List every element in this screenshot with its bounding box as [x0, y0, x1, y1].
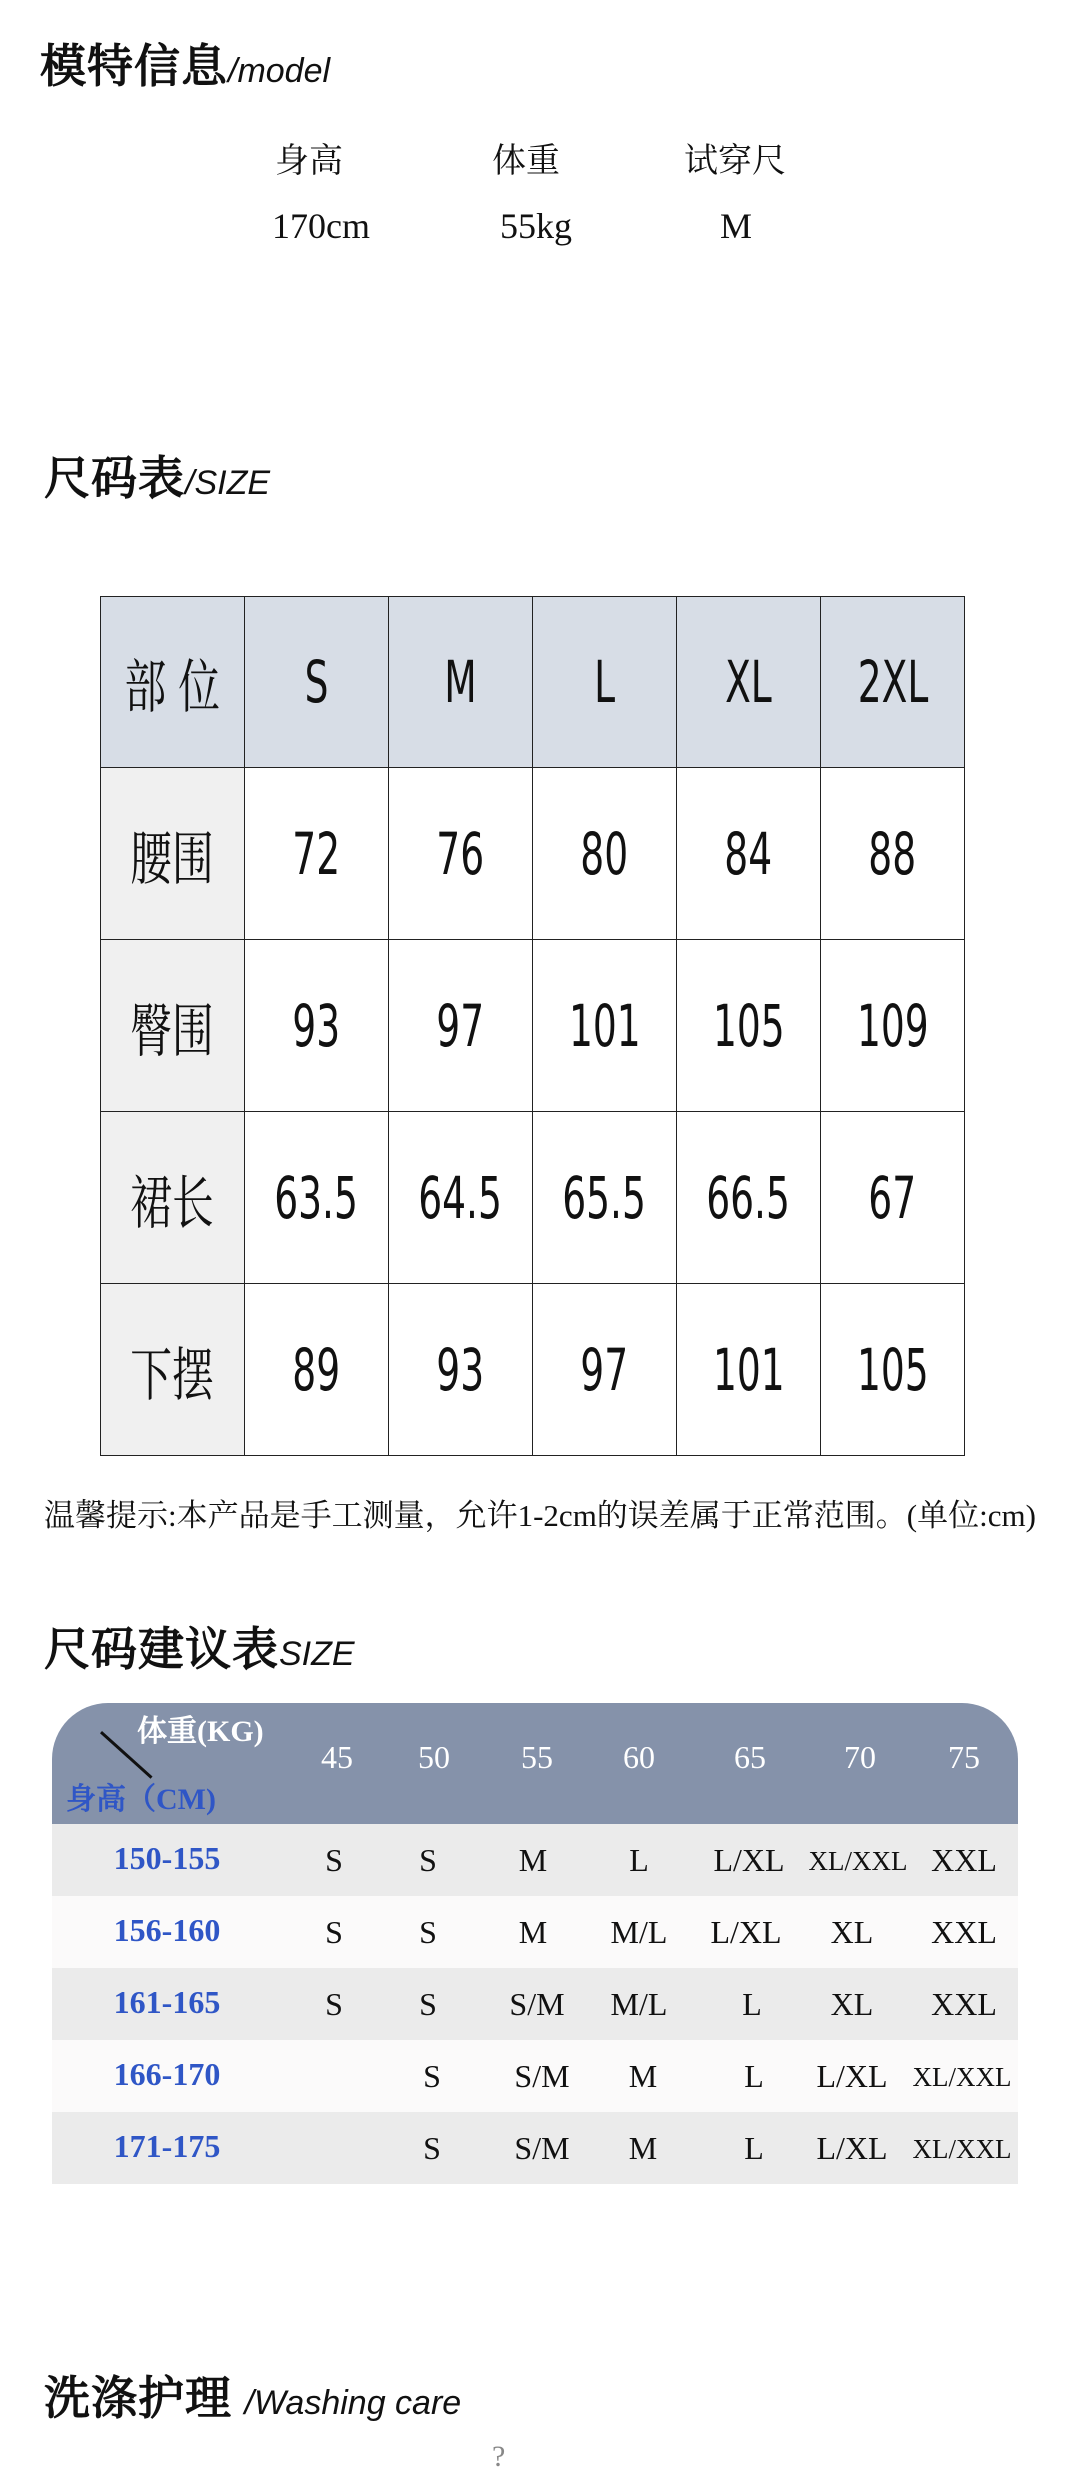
weight-col-header: 75 [948, 1739, 980, 1775]
recommend-cell: S [423, 2058, 441, 2094]
model-header-height: 身高 [275, 143, 343, 180]
recommend-cell: S [419, 1914, 437, 1950]
size-cell: 63.5 [245, 1112, 389, 1284]
model-section-title [40, 30, 330, 96]
recommend-cell: L [744, 2130, 764, 2166]
recommend-row [52, 1824, 1018, 1896]
recommend-cell: XXL [931, 1842, 997, 1878]
size-table [100, 596, 965, 1456]
recommend-cell: M [628, 2130, 658, 2166]
recommend-section-title [44, 1613, 355, 1679]
model-title-text: 模特信息 [40, 41, 228, 92]
recommend-cell: S [325, 1986, 343, 2022]
model-value-weight: 55kg [500, 206, 572, 246]
weight-col-header: 60 [623, 1739, 655, 1775]
recommend-cell: XL [830, 1914, 874, 1950]
size-cell: 88 [821, 768, 965, 940]
size-title-text: 尺码表 [44, 453, 185, 504]
recommend-cell: XL/XXL [912, 2062, 1012, 2092]
weight-col-header: 50 [418, 1739, 450, 1775]
size-cell: 80 [533, 768, 677, 940]
size-cell: 97 [533, 1284, 677, 1456]
recommend-cell: S/M [514, 2130, 570, 2166]
size-cell: 89 [245, 1284, 389, 1456]
model-title-sub: /model [228, 52, 331, 90]
height-range: 166-170 [113, 2056, 221, 2092]
size-col-header: L [533, 597, 677, 768]
height-range: 156-160 [113, 1912, 221, 1948]
size-cell: 109 [821, 940, 965, 1112]
size-row-label: 裙长 [101, 1112, 245, 1284]
size-cell: 67 [821, 1112, 965, 1284]
weight-col-header: 45 [321, 1739, 353, 1775]
recommend-cell: L [629, 1842, 649, 1878]
recommend-cell: L [744, 2058, 764, 2094]
recommend-cell: L/XL [710, 1914, 782, 1950]
size-col-header: M [389, 597, 533, 768]
care-section-title [44, 2362, 461, 2428]
height-range: 150-155 [113, 1840, 221, 1876]
size-table-row [101, 768, 965, 940]
size-cell: 64.5 [389, 1112, 533, 1284]
recommend-cell: S [419, 1986, 437, 2022]
recommend-cell: S/M [509, 1986, 565, 2022]
weight-axis-label: 体重(KG) [137, 1715, 264, 1748]
recommend-title-text: 尺码建议表 [44, 1624, 279, 1675]
height-range: 161-165 [113, 1984, 221, 2020]
recommend-cell: XL/XXL [808, 1846, 908, 1876]
recommend-cell: L/XL [816, 2058, 888, 2094]
recommend-cell: M/L [610, 1914, 668, 1950]
size-col-header: 2XL [821, 597, 965, 768]
size-cell: 105 [821, 1284, 965, 1456]
size-row-label: 下摆 [101, 1284, 245, 1456]
size-table-row [101, 940, 965, 1112]
weight-col-header: 55 [521, 1739, 553, 1775]
size-cell: 101 [677, 1284, 821, 1456]
size-cell: 72 [245, 768, 389, 940]
recommend-cell: M [518, 1914, 548, 1950]
recommend-table [52, 1703, 1018, 2184]
weight-col-header: 65 [734, 1739, 766, 1775]
recommend-cell: L/XL [816, 2130, 888, 2166]
recommend-cell: XXL [931, 1986, 997, 2022]
care-title-sub: /Washing care [244, 2384, 462, 2422]
size-table-row [101, 1112, 965, 1284]
care-title-text: 洗涤护理 [44, 2373, 232, 2424]
recommend-cell: M [518, 1842, 548, 1878]
size-table-row [101, 1284, 965, 1456]
recommend-cell: L [742, 1986, 762, 2022]
recommend-cell: XL/XXL [912, 2134, 1012, 2164]
measurement-tip: 温馨提示:本产品是手工测量，允许1-2cm的误差属于正常范围。(单位:cm) [44, 1498, 1036, 1533]
recommend-cell: M [628, 2058, 658, 2094]
model-value-height: 170cm [272, 206, 370, 246]
recommend-row [52, 1968, 1018, 2040]
recommend-cell: S [325, 1842, 343, 1878]
recommend-table-header [52, 1703, 1018, 1824]
weight-col-header: 70 [844, 1739, 876, 1775]
recommend-cell: S/M [514, 2058, 570, 2094]
model-header-size: 试穿尺 [684, 143, 786, 180]
size-row-label: 臀围 [101, 940, 245, 1112]
recommend-row [52, 2112, 1018, 2184]
size-cell: 76 [389, 768, 533, 940]
size-table-corner: 部 位 [101, 597, 245, 768]
size-section-title [44, 442, 270, 508]
recommend-title-sub: SIZE [279, 1635, 355, 1673]
recommend-row [52, 2040, 1018, 2112]
size-col-header: S [245, 597, 389, 768]
size-row-label: 腰围 [101, 768, 245, 940]
recommend-cell: L/XL [713, 1842, 785, 1878]
recommend-cell: XXL [931, 1914, 997, 1950]
size-cell: 101 [533, 940, 677, 1112]
size-cell: 93 [389, 1284, 533, 1456]
size-col-header: XL [677, 597, 821, 768]
size-cell: 66.5 [677, 1112, 821, 1284]
size-cell: 97 [389, 940, 533, 1112]
size-cell: 65.5 [533, 1112, 677, 1284]
recommend-row [52, 1896, 1018, 1968]
recommend-cell: S [423, 2130, 441, 2166]
height-range: 171-175 [113, 2128, 221, 2164]
size-cell: 93 [245, 940, 389, 1112]
model-header-weight: 体重 [492, 143, 560, 180]
care-partial-glyph: ? [492, 2440, 506, 2473]
size-table-header-row [101, 597, 965, 768]
recommend-cell: M/L [610, 1986, 668, 2022]
size-cell: 105 [677, 940, 821, 1112]
recommend-cell: S [325, 1914, 343, 1950]
size-title-sub: /SIZE [185, 464, 271, 502]
recommend-cell: S [419, 1842, 437, 1878]
size-cell: 84 [677, 768, 821, 940]
height-axis-label: 身高（CM) [66, 1783, 216, 1816]
model-value-size: M [720, 206, 753, 246]
recommend-cell: XL [830, 1986, 874, 2022]
